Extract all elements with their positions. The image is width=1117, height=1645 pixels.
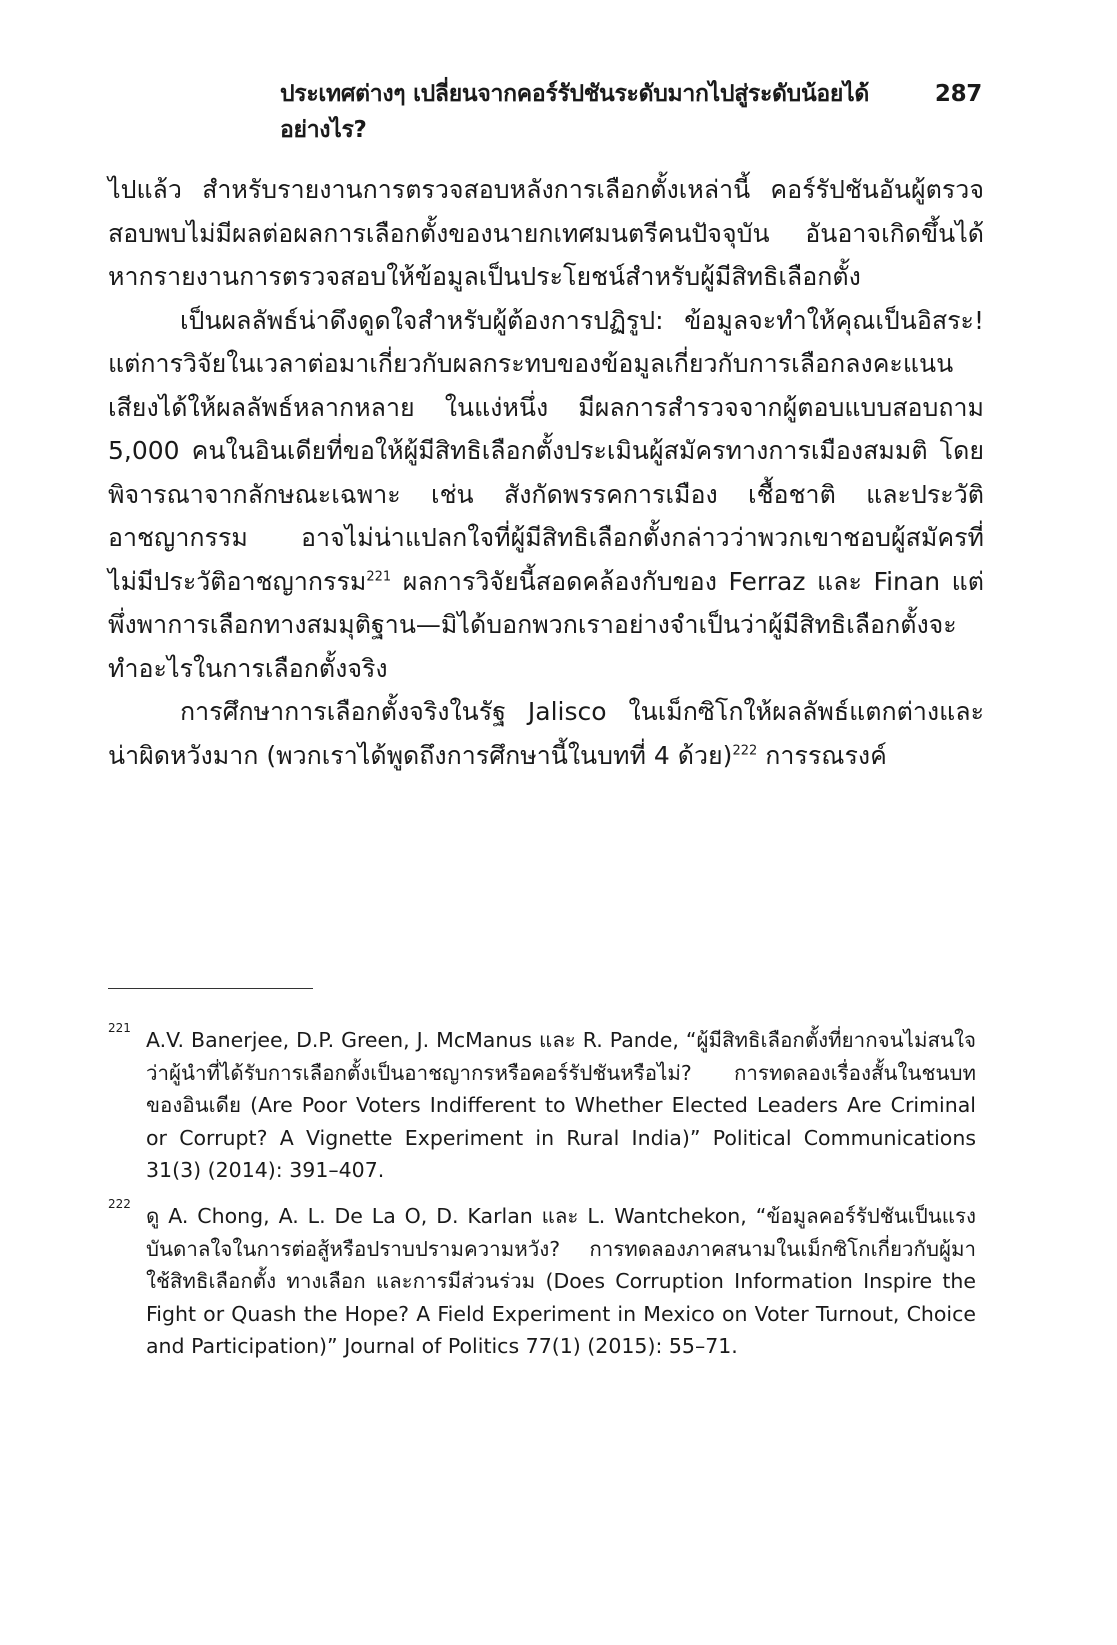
footnote-ref-221[interactable]: 221 bbox=[366, 569, 392, 585]
paragraph-2-text-a: เป็นผลลัพธ์น่าดึงดูดใจสำหรับผู้ต้องการปฏิรูป: ข้อมูลจะทำให้คุณเป็นอิสระ! แต่การวิจัยในเวลาต่อมาเกี่ยวกับผลกระทบของข้อมูลเกี่ยวกับการเลือกลงคะแนนเสียงได้ให้ผลลัพธ์หลากหลาย ในแง่หนึ่ง มีผลการสำรวจจากผู้ตอบแบบสอบถาม 5,000 คนในอินเดียที่ขอให้ผู้มีสิทธิเลือกตั้งประเมินผู้สมัครทางการเมืองสมมติ โดยพิจารณาจากลักษณะเฉพาะ เช่น สังกัดพรรคการเมือง เชื้อชาติ และประวัติอาชญากรรม อาจไม่น่าแปลกใจที่ผู้มีสิทธิเลือกตั้งกล่าวว่าพวกเขาชอบผู้สมัครที่ไม่มีประวัติอาชญากรรม bbox=[108, 305, 984, 596]
footnotes bbox=[108, 1021, 976, 1376]
paragraph-3-text-b: การรณรงค์ bbox=[757, 740, 887, 770]
paragraph-2-text-b: ผลการวิจัยนี้สอดคล้องกับของ Ferraz และ Finan แต่พึ่งพาการเลือกทางสมมุติฐาน—มิได้บอกพวกเราอย่างจำเป็นว่าผู้มีสิทธิเลือกตั้งจะทำอะไรในการเลือกตั้งจริง bbox=[108, 566, 984, 683]
footnote-222 bbox=[108, 1196, 976, 1363]
paragraph-1: ไปแล้ว สำหรับรายงานการตรวจสอบหลังการเลือกตั้งเหล่านี้ คอร์รัปชันอันผู้ตรวจสอบพบไม่มีผลต่อผลการเลือกตั้งของนายกเทศมนตรีคนปัจจุบัน อันอาจเกิดขึ้นได้หากรายงานการตรวจสอบให้ข้อมูลเป็นประโยชน์สำหรับผู้มีสิทธิเลือกตั้ง bbox=[108, 175, 984, 291]
footnote-number: 222 bbox=[108, 1196, 131, 1211]
chapter-title: ประเทศต่างๆ เปลี่ยนจากคอร์รัปชันระดับมากไปสู่ระดับน้อยได้อย่างไร? bbox=[280, 81, 869, 143]
footnote-separator bbox=[108, 988, 313, 989]
paragraph-3 bbox=[108, 690, 984, 777]
footnote-text: A.V. Banerjee, D.P. Green, J. McManus และ R. Pande, “ผู้มีสิทธิเลือกตั้งที่ยากจนไม่สนใจว่าผู้นำที่ได้รับการเลือกตั้งเป็นอาชญากรหรือคอร์รัปชันหรือไม่? การทดลองเรื่องสั้นในชนบทของอินเดีย (Are Poor Voters Indifferent to Whether Elected Leaders Are Criminal or Corrupt? A Vignette Experiment in Rural India)” Political Communications 31(3) (2014): 391–407. bbox=[146, 1028, 976, 1183]
footnote-ref-222[interactable]: 222 bbox=[732, 743, 758, 759]
footnote-number: 221 bbox=[108, 1021, 131, 1035]
page-number: 287 bbox=[934, 81, 982, 107]
paragraph-3-text-a: การศึกษาการเลือกตั้งจริงในรัฐ Jalisco ในเม็กซิโกให้ผลลัพธ์แตกต่างและน่าผิดหวังมาก (พวกเราได้พูดถึงการศึกษานี้ในบทที่ 4 ด้วย) bbox=[108, 697, 984, 770]
main-body-text bbox=[108, 168, 984, 777]
footnote-text: ดู A. Chong, A. L. De La O, D. Karlan และ L. Wantchekon, “ข้อมูลคอร์รัปชันเป็นแรงบันดาลใจในการต่อสู้หรือปราบปรามความหวัง? การทดลองภาคสนามในเม็กซิโกเกี่ยวกับผู้มาใช้สิทธิเลือกตั้ง ทางเลือก และการมีส่วนร่วม (Does Corruption Information Inspire the Fight or Quash the Hope? A Field Experiment in Mexico on Voter Turnout, Choice and Participation)” Journal of Politics 77(1) (2015): 55–71. bbox=[146, 1203, 976, 1359]
footnote-221 bbox=[108, 1021, 976, 1187]
paragraph-2 bbox=[108, 299, 984, 691]
running-header bbox=[280, 76, 982, 148]
